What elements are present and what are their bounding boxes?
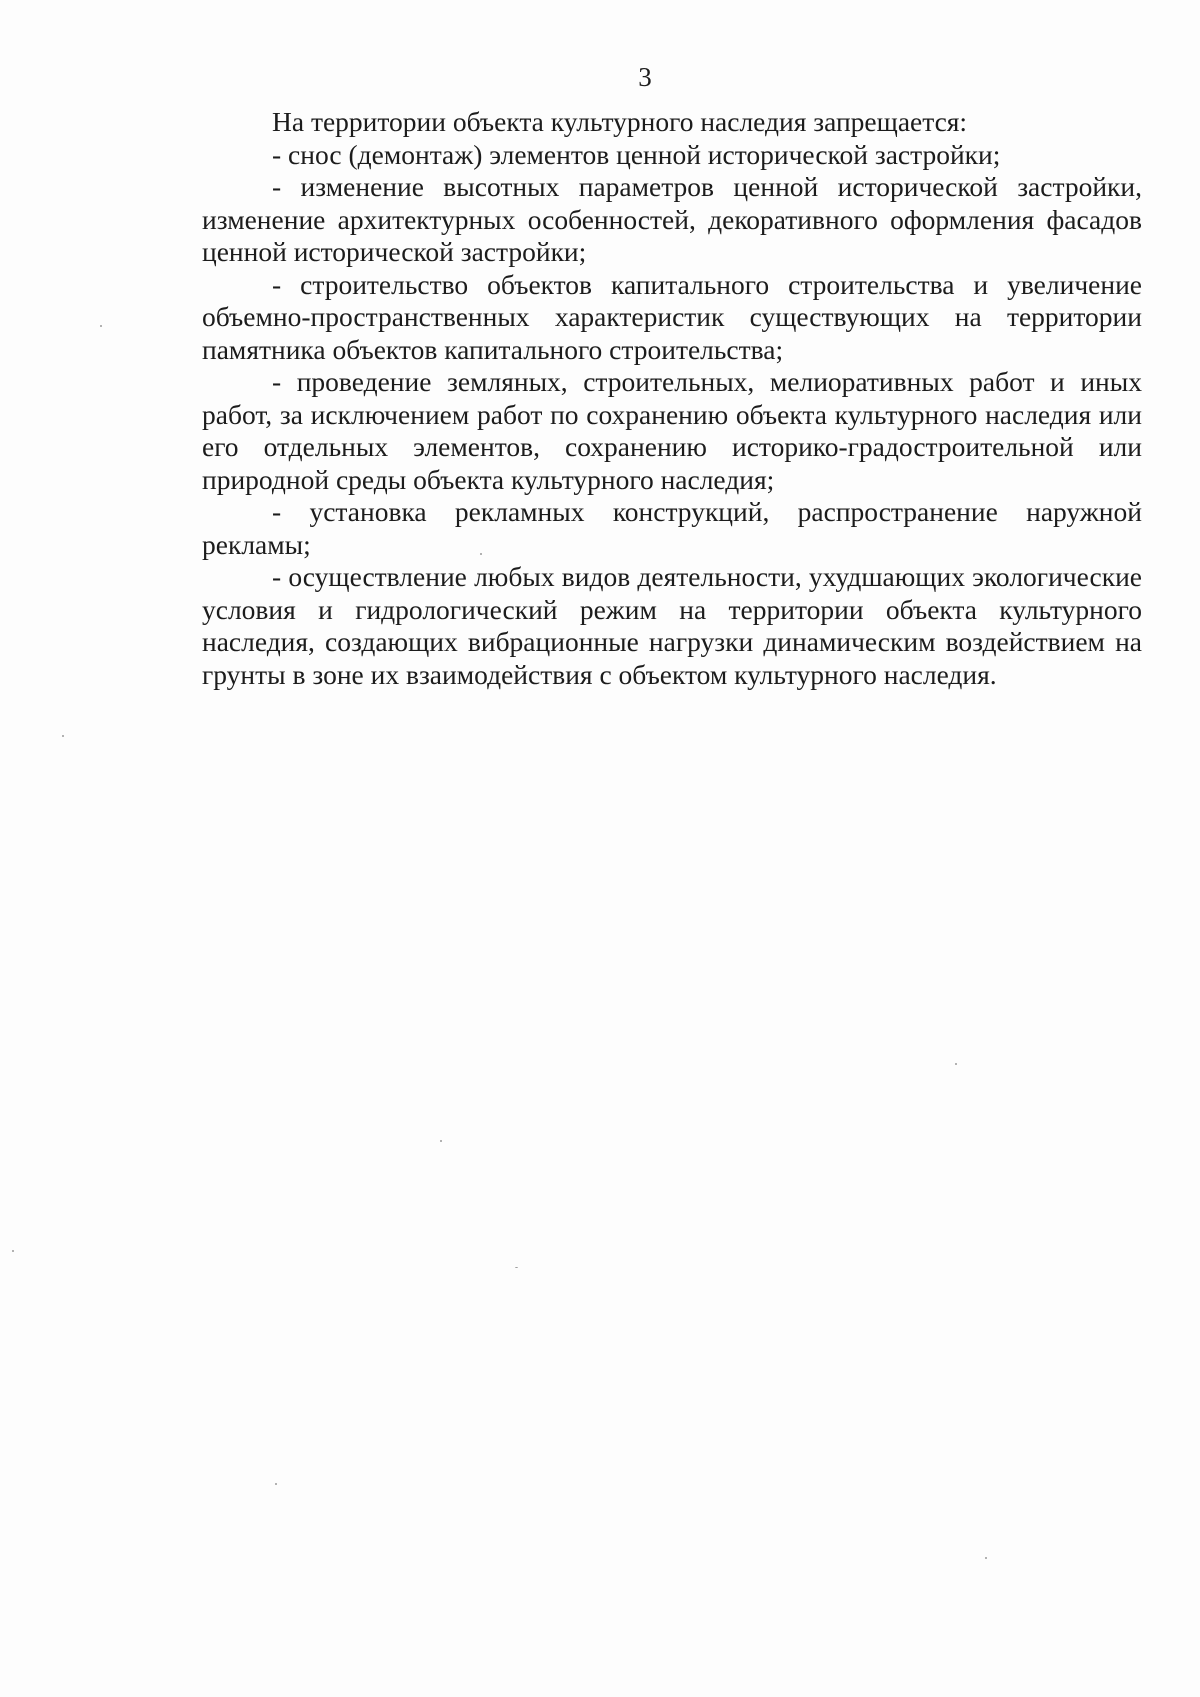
scan-speck: [985, 1557, 987, 1559]
list-item: - осуществление любых видов деятельности, ухудшающих экологические условия и гидрологический режим на территории объекта культурного наследия, создающих вибрационные нагрузки динамическим воздействием на грунты в зоне их взаимодействия с объектом культурного наследия.: [202, 561, 1142, 690]
page-number: 3: [638, 62, 652, 92]
scan-speck: [100, 325, 102, 327]
scan-speck: [275, 1483, 277, 1485]
list-item: - снос (демонтаж) элементов ценной исторической застройки;: [272, 138, 1001, 170]
scan-speck: [480, 553, 482, 555]
list-item: - строительство объектов капитального строительства и увеличение объемно-пространственных характеристик существующих на территории памятника объектов капитального строительства;: [202, 268, 1142, 365]
list-item: - проведение земляных, строительных, мелиоративных работ и иных работ, за исключением работ по сохранению объекта культурного наследия или его отдельных элементов, сохранению историко-градостроительной или природной среды объекта культурного наследия;: [202, 366, 1142, 495]
scan-speck: [515, 1267, 518, 1268]
scan-speck: [955, 1063, 957, 1065]
list-item: - установка рекламных конструкций, распространение наружной рекламы;: [202, 496, 1142, 560]
document-body: [202, 106, 1142, 691]
list-item: - изменение высотных параметров ценной исторической застройки, изменение архитектурных особенностей, декоративного оформления фасадов ценной исторической застройки;: [202, 171, 1142, 267]
scan-speck: [440, 1140, 442, 1142]
scan-speck: [62, 735, 64, 737]
scan-speck: [12, 1250, 14, 1252]
intro-paragraph: На территории объекта культурного наследия запрещается:: [272, 106, 968, 137]
